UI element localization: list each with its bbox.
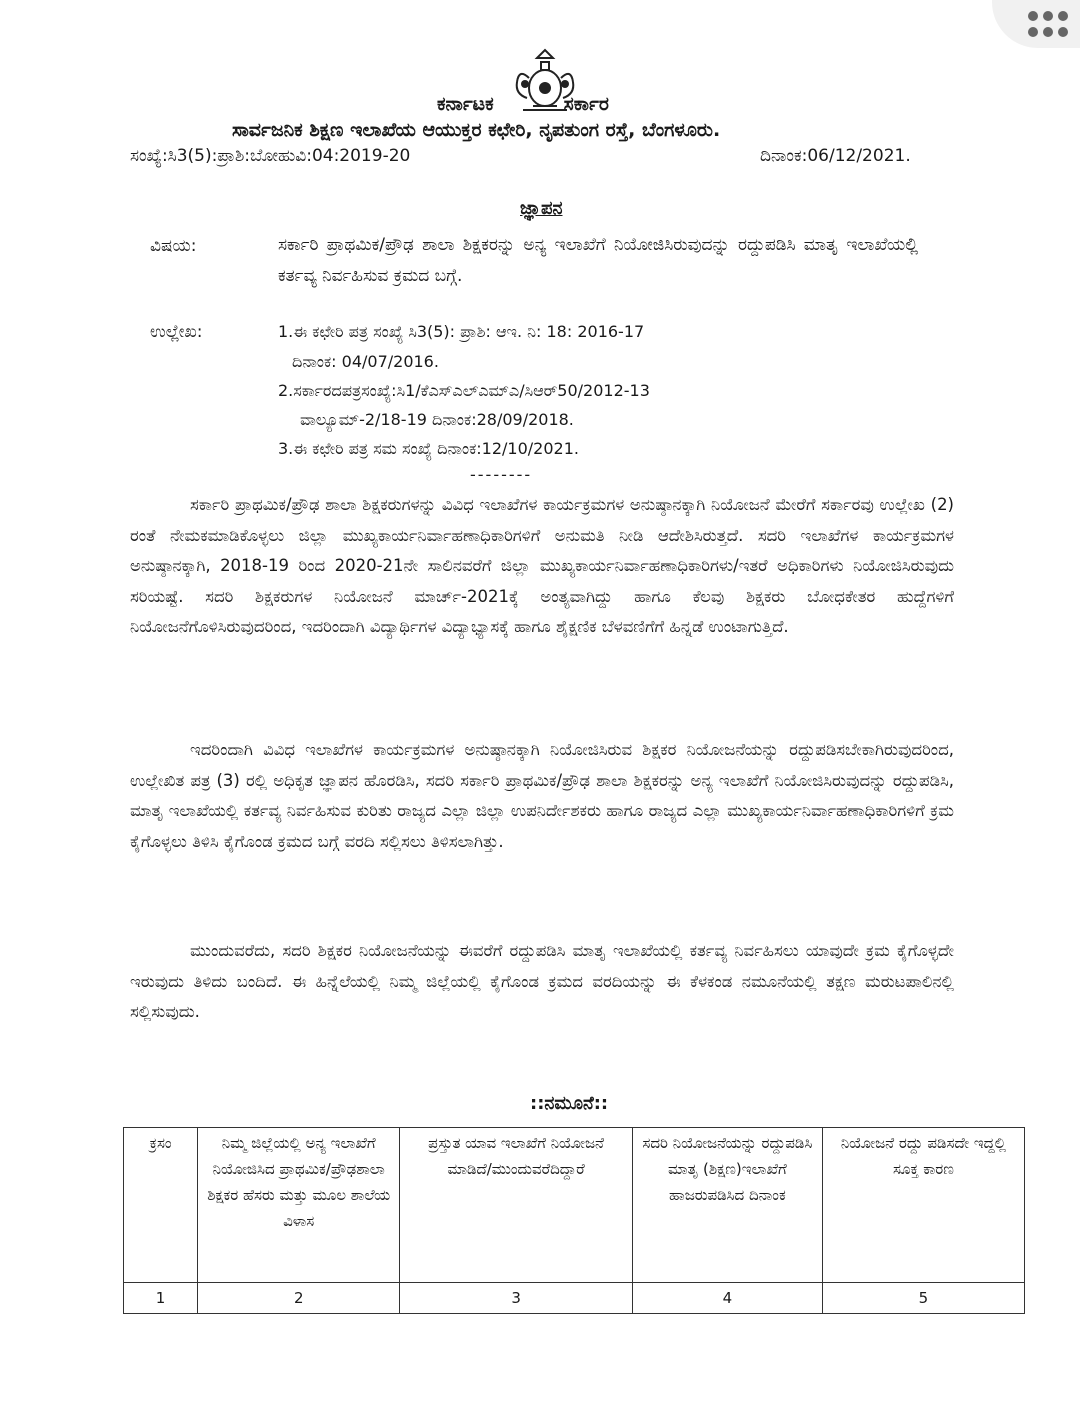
table-header-row xyxy=(124,1128,1025,1283)
column-number: 1 xyxy=(124,1283,198,1314)
body-paragraph xyxy=(130,735,954,857)
body-paragraph xyxy=(130,490,954,643)
paragraph-text: ಮುಂದುವರೆದು, ಸದರಿ ಶಿಕ್ಷಕರ ನಿಯೋಜನೆಯನ್ನು ಈವರೆಗೆ ರದ್ದುಪಡಿಸಿ ಮಾತೃ ಇಲಾಖೆಯಲ್ಲಿ ಕರ್ತವ್ಯ ನಿರ್ವಹಿಸಲು ಯಾವುದೇ ಕ್ರಮ ಕೈಗೊಳ್ಳದೇ ಇರುವುದು ತಿಳಿದು ಬಂದಿದೆ. ಈ ಹಿನ್ನೆಲೆಯಲ್ಲಿ ನಿಮ್ಮ ಜಿಲ್ಲೆಯಲ್ಲಿ ಕೈಗೊಂಡ ಕ್ರಮದ ವರದಿಯನ್ನು ಈ ಕೆಳಕಂಡ ನಮೂನೆಯಲ್ಲಿ ತಕ್ಷಣ ಮರುಟಪಾಲಿನಲ್ಲಿ ಸಲ್ಲಿಸುವುದು. xyxy=(130,941,954,1021)
column-number: 5 xyxy=(822,1283,1024,1314)
reference-number: ಸಂಖ್ಯೆ:ಸಿ3(5):ಪ್ರಾಶಿ:ಬೋಹುವಿ:04:2019-20 xyxy=(130,146,411,166)
reference-item: 3.ಈ ಕಛೇರಿ ಪತ್ರ ಸಮ ಸಂಖ್ಯೆ ದಿನಾಂಕ:12/10/2021. xyxy=(278,439,579,458)
separator-line: -------- xyxy=(470,465,533,484)
column-number: 4 xyxy=(632,1283,822,1314)
reference-item: ವಾಲ್ಯೂಮ್-2/18-19 ದಿನಾಂಕ:28/09/2018. xyxy=(300,410,574,429)
reference-item: 2.ಸರ್ಕಾರದಪತ್ರಸಂಖ್ಯೆ:ಸಿ1/ಕೆಎಸ್‌ಎಲ್‌ಎಮ್‌ಎ/ಸಿಆರ್‌50/2012-13 xyxy=(278,381,650,400)
paragraph-text: ಸರ್ಕಾರಿ ಪ್ರಾಥಮಿಕ/ಪ್ರೌಢ ಶಾಲಾ ಶಿಕ್ಷಕರುಗಳನ್ನು ವಿವಿಧ ಇಲಾಖೆಗಳ ಕಾರ್ಯಕ್ರಮಗಳ ಅನುಷ್ಠಾನಕ್ಕಾಗಿ ನಿಯೋಜನೆ ಮೇರೆಗೆ ಸರ್ಕಾರವು ಉಲ್ಲೇಖ (2) ರಂತೆ ನೇಮಕಮಾಡಿಕೊಳ್ಳಲು ಜಿಲ್ಲಾ ಮುಖ್ಯಕಾರ್ಯನಿರ್ವಾಹಣಾಧಿಕಾರಿಗಳಿಗೆ ಅನುಮತಿ ನೀಡಿ ಆದೇಶಿಸಿರುತ್ತದೆ. ಸದರಿ ಇಲಾಖೆಗಳ ಕಾರ್ಯಕ್ರಮಗಳ ಅನುಷ್ಠಾನಕ್ಕಾಗಿ, 2018-19 ರಿಂದ 2020-21ನೇ ಸಾಲಿನವರೆಗೆ ಜಿಲ್ಲಾ ಮುಖ್ಯಕಾರ್ಯನಿರ್ವಾಹಣಾಧಿಕಾರಿಗಳು/ಇತರೆ ಅಧಿಕಾರಿಗಳು ನಿಯೋಜಿಸಿರುವುದು ಸರಿಯಷ್ಟೆ. ಸದರಿ ಶಿಕ್ಷಕರುಗಳ ನಿಯೋಜನೆ ಮಾರ್ಚ್-2021ಕ್ಕೆ ಅಂತ್ಯವಾಗಿದ್ದು ಹಾಗೂ ಕೆಲವು ಶಿಕ್ಷಕರು ಬೋಧಕೇತರ ಹುದ್ದೆಗಳಿಗೆ ನಿಯೋಜನೆಗೊಳಿಸಿರುವುದರಿಂದ, ಇದರಿಂದಾಗಿ ವಿದ್ಯಾರ್ಥಿಗಳ ವಿದ್ಯಾಭ್ಯಾಸಕ್ಕೆ ಹಾಗೂ ಶೈಕ್ಷಣಿಕ ಬೆಳವಣಿಗೆಗೆ ಹಿನ್ನಡೆ ಉಂಟಾಗುತ್ತಿದೆ. xyxy=(130,495,954,636)
column-header: ಸದರಿ ನಿಯೋಜನೆಯನ್ನು ರದ್ದುಪಡಿಸಿ ಮಾತೃ (ಶಿಕ್ಷಣ)ಇಲಾಖೆಗೆ ಹಾಜರುಪಡಿಸಿದ ದಿನಾಂಕ xyxy=(632,1128,822,1283)
header-office: ಸಾರ್ವಜನಿಕ ಶಿಕ್ಷಣ ಇಲಾಖೆಯ ಆಯುಕ್ತರ ಕಛೇರಿ, ನೃಪತುಂಗ ರಸ್ತೆ, ಬೆಂಗಳೂರು. xyxy=(232,119,721,141)
header-state xyxy=(437,93,609,115)
form-title: ::ನಮೂನೆ:: xyxy=(530,1093,609,1114)
column-number: 3 xyxy=(400,1283,633,1314)
column-header: ಕ್ರಸಂ xyxy=(124,1128,198,1283)
paragraph-text: ಇದರಿಂದಾಗಿ ವಿವಿಧ ಇಲಾಖೆಗಳ ಕಾರ್ಯಕ್ರಮಗಳ ಅನುಷ್ಠಾನಕ್ಕಾಗಿ ನಿಯೋಜಿಸಿರುವ ಶಿಕ್ಷಕರ ನಿಯೋಜನೆಯನ್ನು ರದ್ದುಪಡಿಸಬೇಕಾಗಿರುವುದರಿಂದ, ಉಲ್ಲೇಖಿತ ಪತ್ರ (3) ರಲ್ಲಿ ಅಧಿಕೃತ ಜ್ಞಾಪನ ಹೊರಡಿಸಿ, ಸದರಿ ಸರ್ಕಾರಿ ಪ್ರಾಥಮಿಕ/ಪ್ರೌಢ ಶಾಲಾ ಶಿಕ್ಷಕರನ್ನು ಅನ್ಯ ಇಲಾಖೆಗೆ ನಿಯೋಜಿಸಿರುವುದನ್ನು ರದ್ದುಪಡಿಸಿ, ಮಾತೃ ಇಲಾಖೆಯಲ್ಲಿ ಕರ್ತವ್ಯ ನಿರ್ವಹಿಸುವ ಕುರಿತು ರಾಜ್ಯದ ಎಲ್ಲಾ ಜಿಲ್ಲಾ ಉಪನಿರ್ದೇಶಕರು ಹಾಗೂ ರಾಜ್ಯದ ಎಲ್ಲಾ ಮುಖ್ಯಕಾರ್ಯನಿರ್ವಾಹಣಾಧಿಕಾರಿಗಳಿಗೆ ಕ್ರಮ ಕೈಗೊಳ್ಳಲು ತಿಳಿಸಿ ಕೈಗೊಂಡ ಕ್ರಮದ ಬಗ್ಗೆ ವರದಿ ಸಲ್ಲಿಸಲು ತಿಳಿಸಲಾಗಿತ್ತು. xyxy=(130,740,954,851)
header-state-right: ಸರ್ಕಾರ xyxy=(563,93,609,115)
header-state-left: ಕರ್ನಾಟಕ xyxy=(437,93,494,115)
table-row xyxy=(124,1283,1025,1314)
report-form-table xyxy=(123,1127,1025,1314)
more-dots-icon xyxy=(1028,11,1068,37)
reference-item: 1.ಈ ಕಛೇರಿ ಪತ್ರ ಸಂಖ್ಯೆ ಸಿ3(5): ಪ್ರಾಶಿ: ಆಇ. ನಿ: 18: 2016-17 xyxy=(278,322,645,341)
column-header: ನಿಯೋಜನೆ ರದ್ದು ಪಡಿಸದೇ ಇದ್ದಲ್ಲಿ ಸೂಕ್ತ ಕಾರಣ xyxy=(822,1128,1024,1283)
memo-title: ಜ್ಞಾಪನ xyxy=(520,198,563,219)
subject-label: ವಿಷಯ: xyxy=(150,236,197,256)
column-header: ಪ್ರಸ್ತುತ ಯಾವ ಇಲಾಖೆಗೆ ನಿಯೋಜನೆ ಮಾಡಿದೆ/ಮುಂದುವರೆದಿದ್ದಾರೆ xyxy=(400,1128,633,1283)
references-label: ಉಲ್ಲೇಖ: xyxy=(150,322,203,342)
column-header: ನಿಮ್ಮ ಜಿಲ್ಲೆಯಲ್ಲಿ ಅನ್ಯ ಇಲಾಖೆಗೆ ನಿಯೋಜಿಸಿದ ಪ್ರಾಥಮಿಕ/ಪ್ರೌಢಶಾಲಾ ಶಿಕ್ಷಕರ ಹೆಸರು ಮತ್ತು ಮೂಲ ಶಾಲೆಯ ವಿಳಾಸ xyxy=(198,1128,400,1283)
reference-item: ದಿನಾಂಕ: 04/07/2016. xyxy=(292,352,439,371)
column-number: 2 xyxy=(198,1283,400,1314)
body-paragraph xyxy=(130,936,954,1028)
subject-text: ಸರ್ಕಾರಿ ಪ್ರಾಥಮಿಕ/ಪ್ರೌಢ ಶಾಲಾ ಶಿಕ್ಷಕರನ್ನು ಅನ್ಯ ಇಲಾಖೆಗೆ ನಿಯೋಜಿಸಿರುವುದನ್ನು ರದ್ದುಪಡಿಸಿ ಮಾತೃ ಇಲಾಖೆಯಲ್ಲಿ ಕರ್ತವ್ಯ ನಿರ್ವಹಿಸುವ ಕ್ರಮದ ಬಗ್ಗೆ. xyxy=(278,235,918,286)
document-date: ದಿನಾಂಕ:06/12/2021. xyxy=(760,146,911,166)
more-options-button[interactable] xyxy=(992,0,1080,48)
